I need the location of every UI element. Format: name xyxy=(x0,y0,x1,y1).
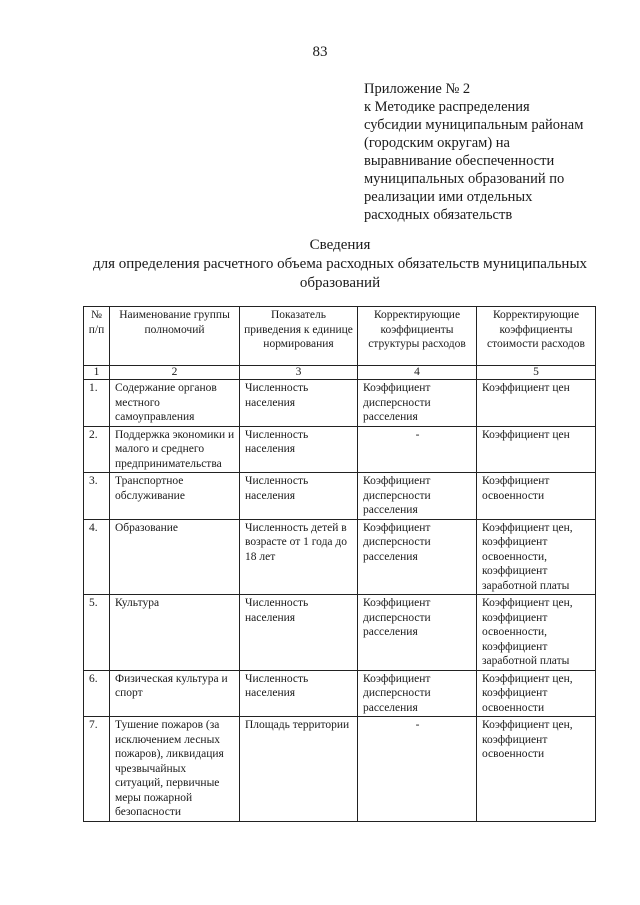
table-row xyxy=(84,519,596,595)
cost-coefficient: Коэффициент цен, коэффициент освоенности, коэффициент заработной платы xyxy=(477,595,596,671)
appendix-line: выравнивание обеспеченности xyxy=(364,153,555,169)
row-number: 1. xyxy=(84,380,110,427)
row-number: 6. xyxy=(84,670,110,717)
table-row xyxy=(84,380,596,427)
title-line: образований xyxy=(299,275,381,291)
structure-coefficient: Коэффициент дисперсности расселения xyxy=(358,595,477,671)
appendix-line: муниципальных образований по xyxy=(364,171,565,187)
column-number: 2 xyxy=(110,366,240,380)
structure-coefficient: Коэффициент дисперсности расселения xyxy=(358,473,477,520)
authority-group: Тушение пожаров (за исключением лесных пожаров), ликвидация чрезвычайных ситуаций, первичные меры пожарной безопасности xyxy=(110,717,240,822)
column-header: Корректирующие коэффициенты стоимости расходов xyxy=(477,307,596,366)
cost-coefficient: Коэффициент освоенности xyxy=(477,473,596,520)
column-number: 3 xyxy=(240,366,358,380)
appendix-line: реализации ими отдельных xyxy=(364,189,533,205)
structure-coefficient: Коэффициент дисперсности расселения xyxy=(358,519,477,595)
authority-group: Культура xyxy=(110,595,240,671)
structure-coefficient: - xyxy=(358,717,477,822)
authority-group: Транспортное обслуживание xyxy=(110,473,240,520)
column-number: 5 xyxy=(477,366,596,380)
column-header: Корректирующие коэффициенты структуры расходов xyxy=(358,307,477,366)
indicator: Численность населения xyxy=(240,595,358,671)
indicator: Численность населения xyxy=(240,380,358,427)
title-line: Сведения xyxy=(309,237,371,253)
row-number: 7. xyxy=(84,717,110,822)
indicator: Численность населения xyxy=(240,670,358,717)
row-number: 2. xyxy=(84,426,110,473)
column-number: 1 xyxy=(84,366,110,380)
appendix-line: Приложение № 2 xyxy=(364,81,471,97)
cost-coefficient: Коэффициент цен xyxy=(477,426,596,473)
table-row xyxy=(84,426,596,473)
indicator: Численность населения xyxy=(240,473,358,520)
row-number: 4. xyxy=(84,519,110,595)
row-number: 5. xyxy=(84,595,110,671)
title-line: для определения расчетного объема расходных обязательств муниципальных xyxy=(92,256,588,272)
cost-coefficient: Коэффициент цен, коэффициент освоенности xyxy=(477,670,596,717)
table-row xyxy=(84,670,596,717)
cost-coefficient: Коэффициент цен, коэффициент освоенности xyxy=(477,717,596,822)
table-header-row xyxy=(84,307,596,366)
authority-group: Физическая культура и спорт xyxy=(110,670,240,717)
indicator: Численность детей в возрасте от 1 года до 18 лет xyxy=(240,519,358,595)
structure-coefficient: Коэффициент дисперсности расселения xyxy=(358,670,477,717)
appendix-line: расходных обязательств xyxy=(364,207,513,223)
table-row xyxy=(84,595,596,671)
column-number-row xyxy=(84,366,596,380)
document-title xyxy=(60,236,620,293)
column-header: Показатель приведения к единице нормирования xyxy=(240,307,358,366)
appendix-line: к Методике распределения xyxy=(364,99,530,115)
table-row xyxy=(84,717,596,822)
column-number: 4 xyxy=(358,366,477,380)
authority-group: Образование xyxy=(110,519,240,595)
indicator: Площадь территории xyxy=(240,717,358,822)
indicator: Численность населения xyxy=(240,426,358,473)
column-header: Наименование группы полномочий xyxy=(110,307,240,366)
appendix-line: (городским округам) на xyxy=(364,135,510,151)
authority-group: Поддержка экономики и малого и среднего предпринимательства xyxy=(110,426,240,473)
table-row xyxy=(84,473,596,520)
appendix-block xyxy=(364,80,624,224)
structure-coefficient: Коэффициент дисперсности расселения xyxy=(358,380,477,427)
data-table xyxy=(83,306,596,822)
row-number: 3. xyxy=(84,473,110,520)
structure-coefficient: - xyxy=(358,426,477,473)
cost-coefficient: Коэффициент цен, коэффициент освоенности, коэффициент заработной платы xyxy=(477,519,596,595)
authority-group: Содержание органов местного самоуправления xyxy=(110,380,240,427)
page-number: 83 xyxy=(312,44,328,60)
cost-coefficient: Коэффициент цен xyxy=(477,380,596,427)
appendix-line: субсидии муниципальным районам xyxy=(364,117,584,133)
column-header: № п/п xyxy=(84,307,110,366)
